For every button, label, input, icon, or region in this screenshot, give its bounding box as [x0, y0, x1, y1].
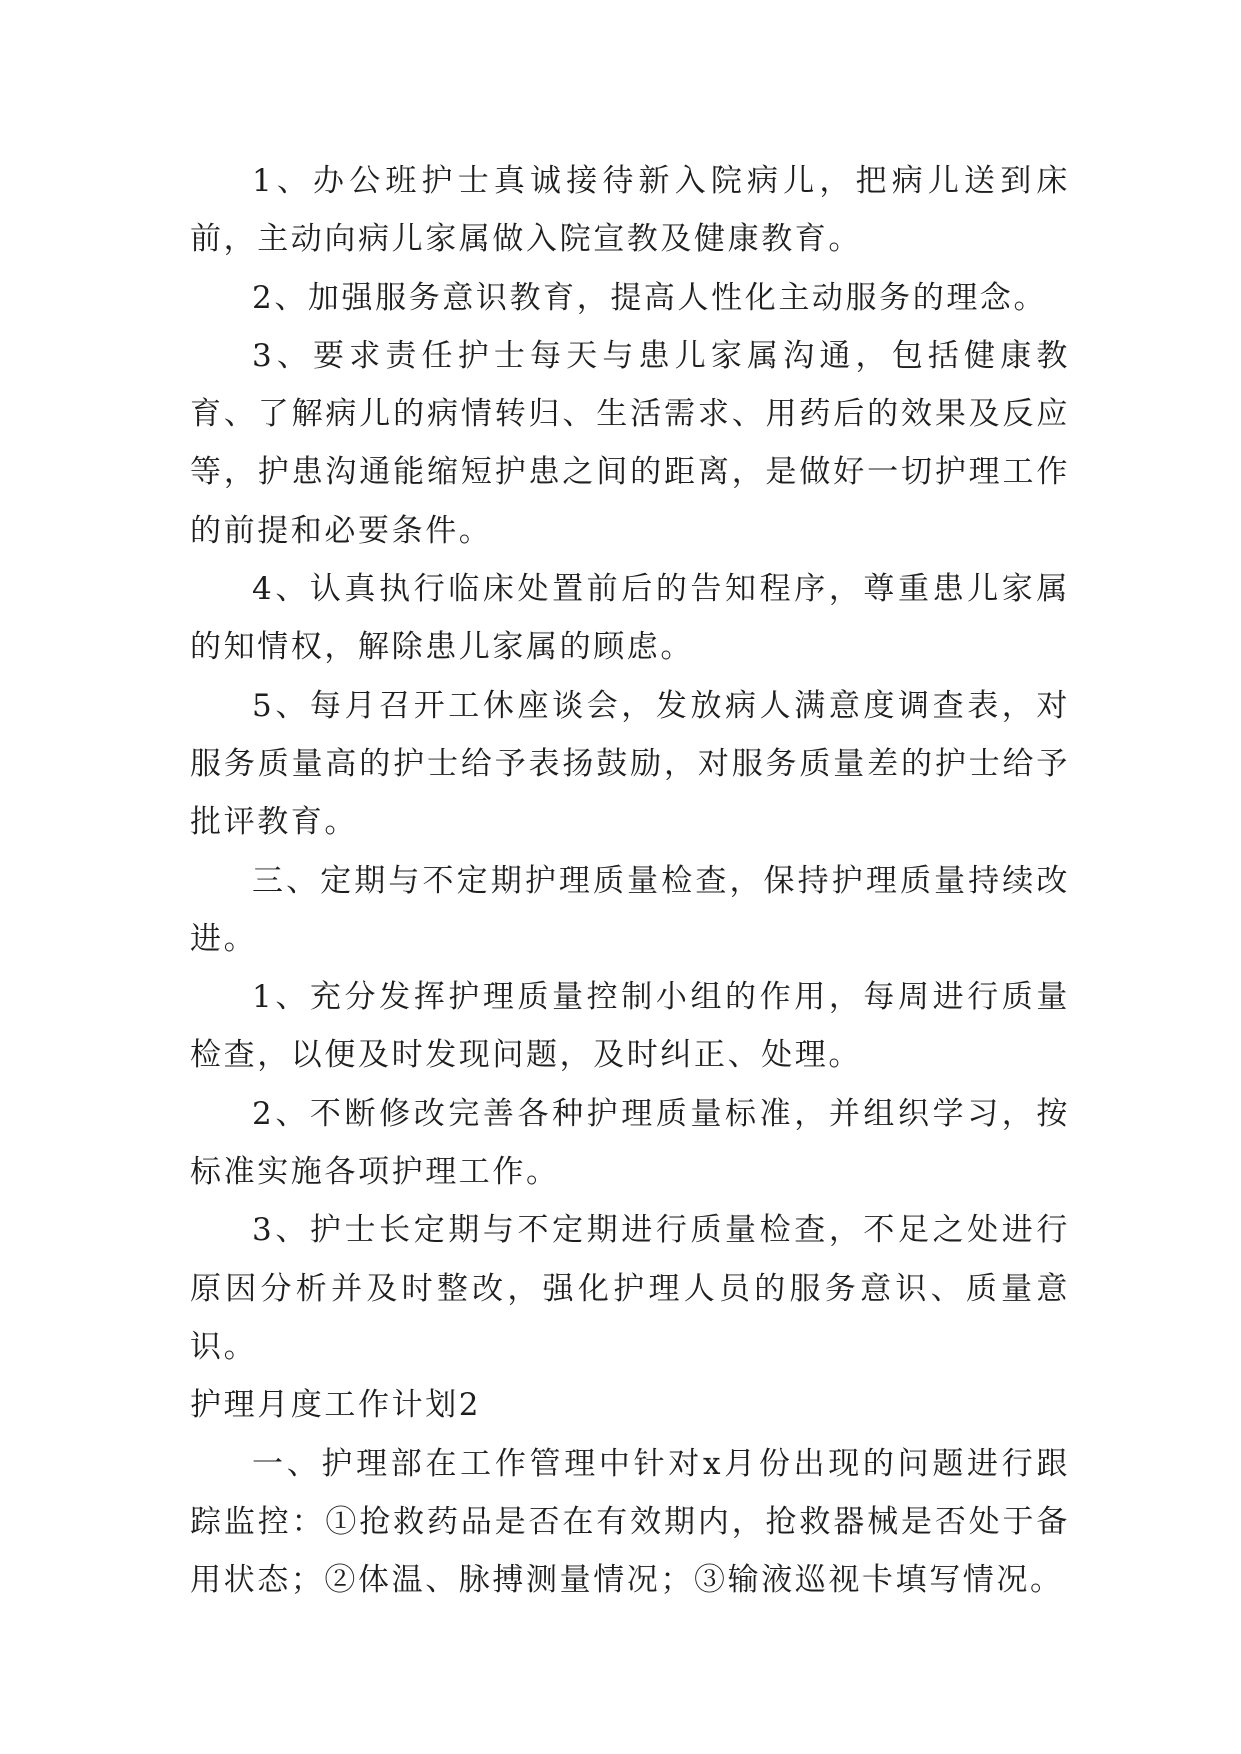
- paragraph-9: 一、护理部在工作管理中针对x月份出现的问题进行跟踪监控：①抢救药品是否在有效期内，抢救器械是否处于备用状态；②体温、脉搏测量情况；③输液巡视卡填写情况。: [190, 1445, 1070, 1599]
- paragraph-2: 2、加强服务意识教育，提高人性化主动服务的理念。: [252, 279, 1048, 316]
- paragraph-1: 1、办公班护士真诚接待新入院病儿，把病儿送到床前，主动向病儿家属做入院宣教及健康教育。: [190, 163, 1070, 258]
- plan-title: 护理月度工作计划2: [190, 1387, 482, 1424]
- paragraph-4: 4、认真执行临床处置前后的告知程序，尊重患儿家属的知情权，解除患儿家属的顾虑。: [190, 571, 1070, 666]
- paragraph-6: 1、充分发挥护理质量控制小组的作用，每周进行质量检查，以便及时发现问题，及时纠正、处理。: [190, 979, 1070, 1074]
- paragraph-7: 2、不断修改完善各种护理质量标准，并组织学习，按标准实施各项护理工作。: [190, 1095, 1070, 1191]
- paragraph-8: 3、护士长定期与不定期进行质量检查，不足之处进行原因分析并及时整改，强化护理人员的服务意识、质量意识。: [190, 1212, 1070, 1365]
- paragraph-3: 3、要求责任护士每天与患儿家属沟通，包括健康教育、了解病儿的病情转归、生活需求、用药后的效果及反应等，护患沟通能缩短护患之间的距离，是做好一切护理工作的前提和必要条件。: [190, 337, 1070, 549]
- section-heading-3: 三、定期与不定期护理质量检查，保持护理质量持续改进。: [190, 862, 1070, 957]
- paragraph-5: 5、每月召开工休座谈会，发放病人满意度调查表，对服务质量高的护士给予表扬鼓励，对服务质量差的护士给予批评教育。: [190, 687, 1070, 841]
- document-body: [190, 152, 1070, 1609]
